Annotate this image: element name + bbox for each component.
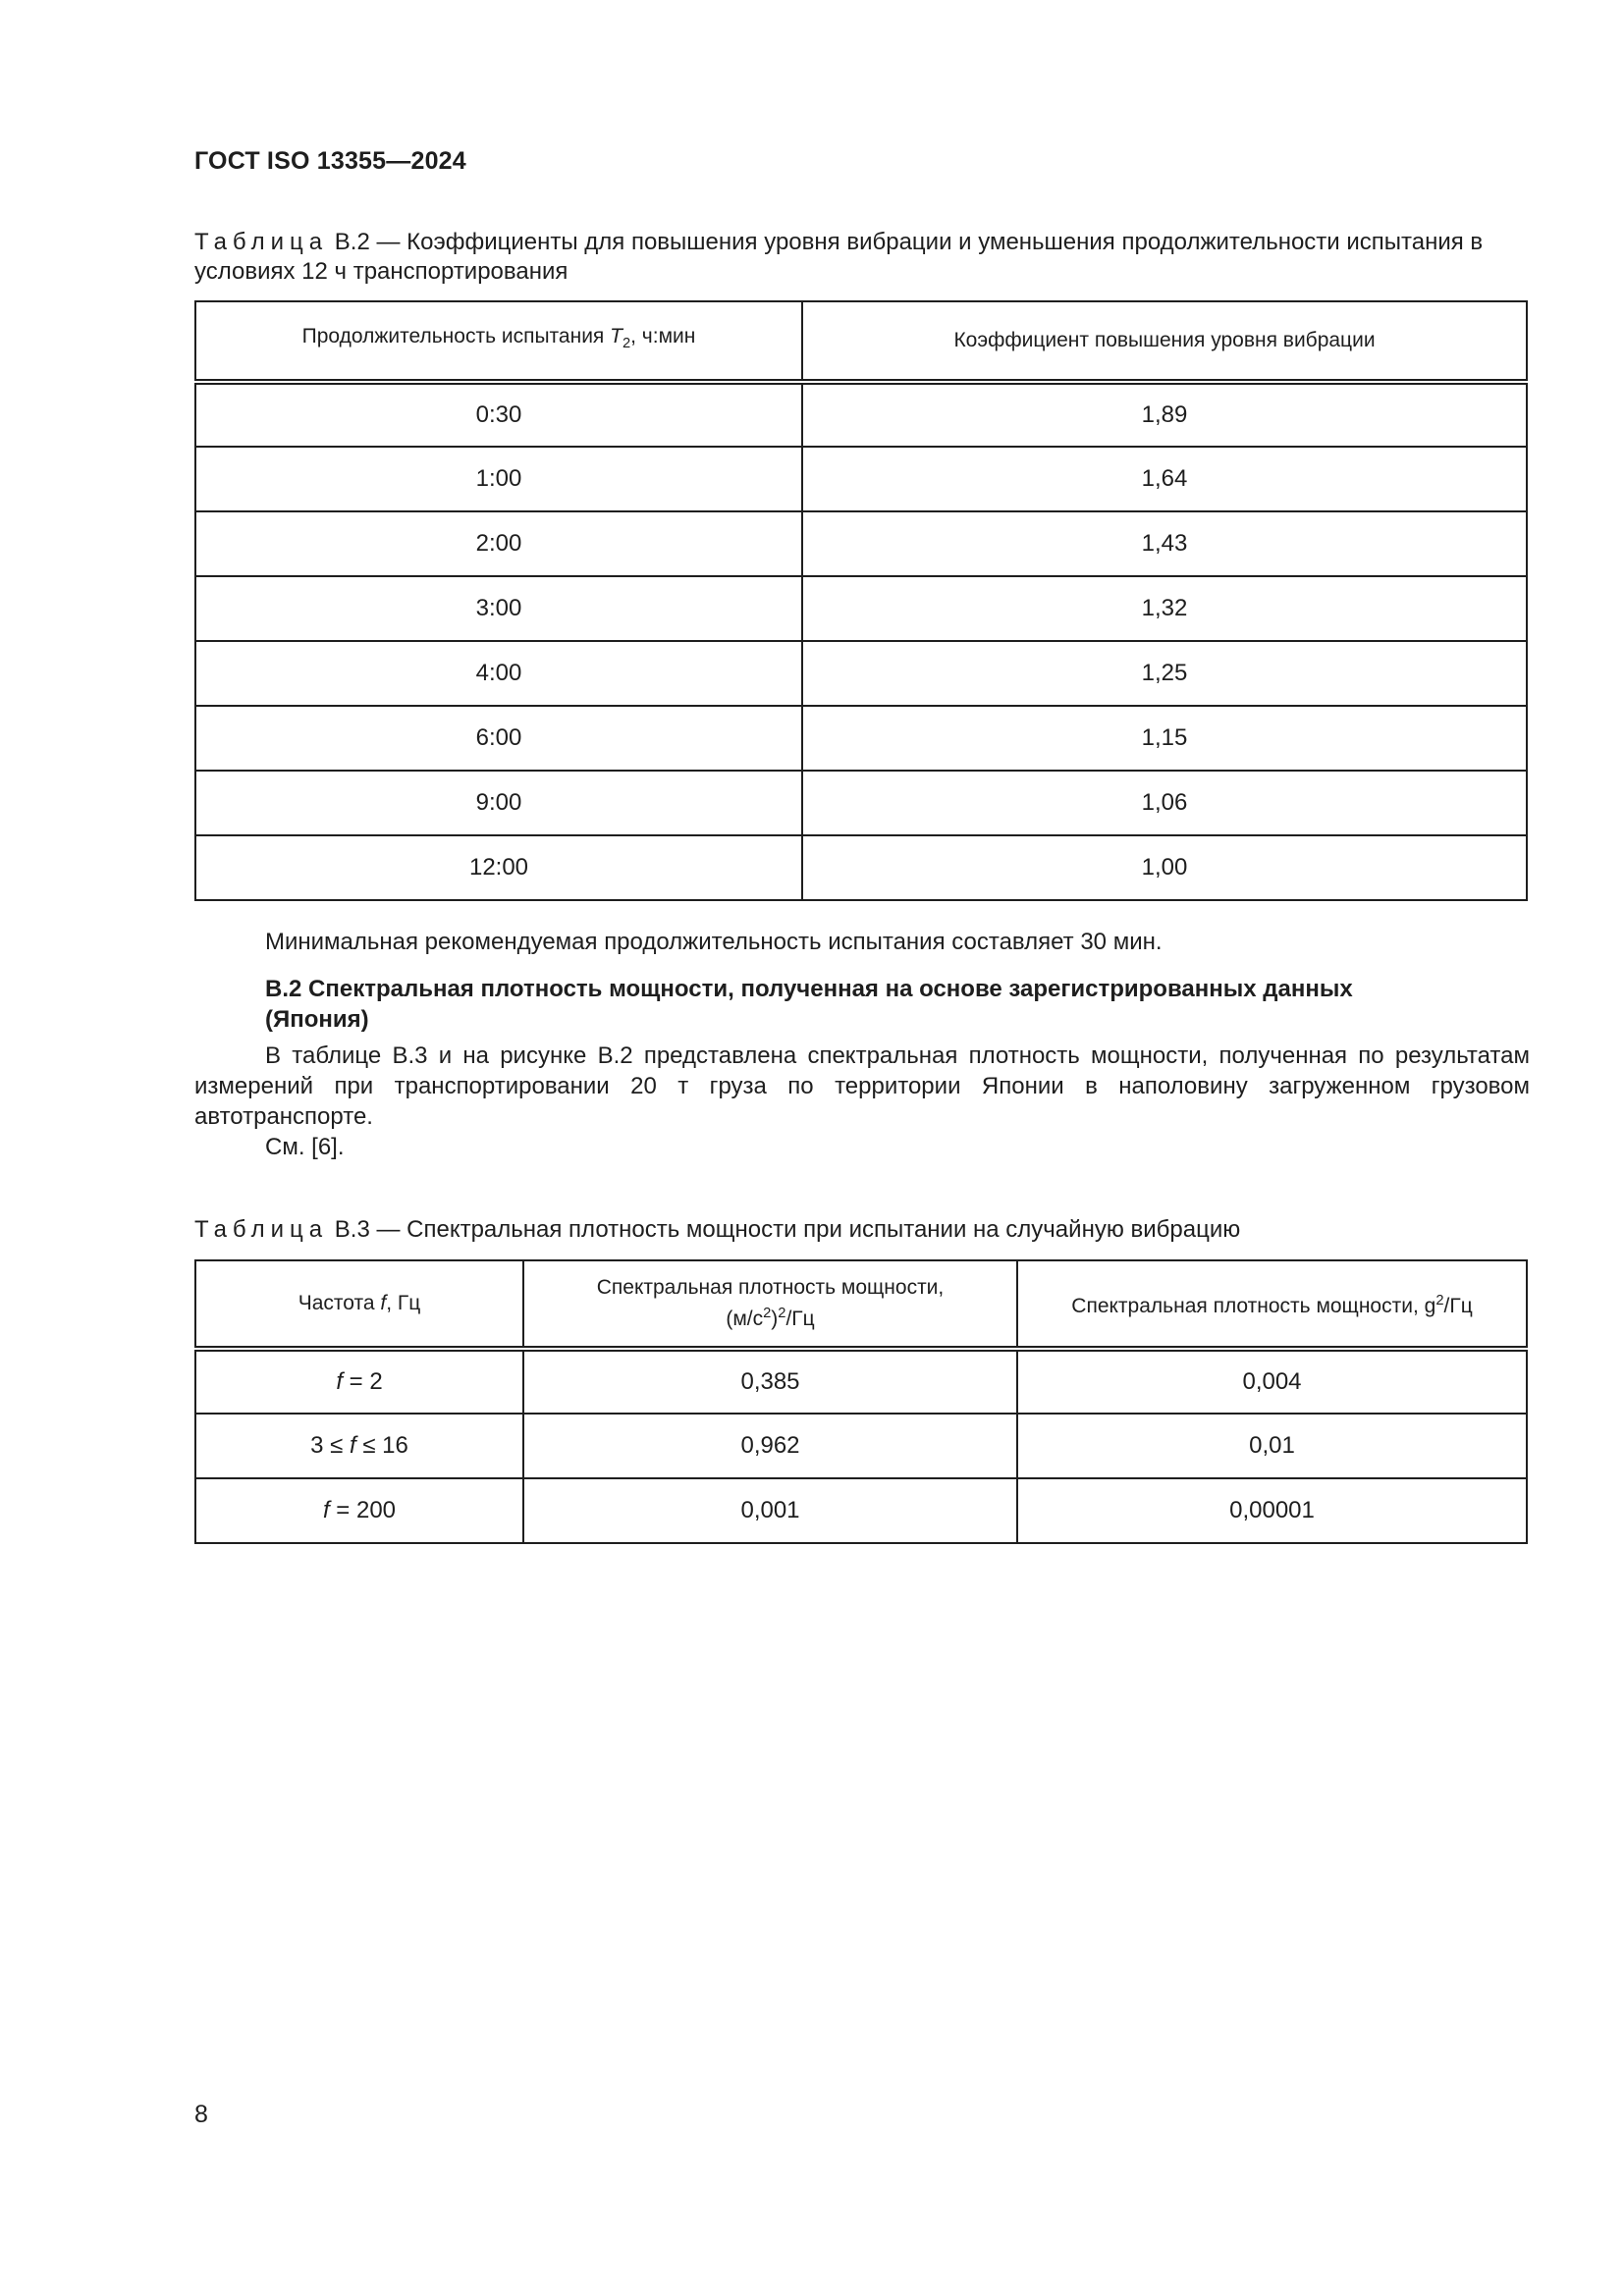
header-psd-ms2-sup1: 2 xyxy=(763,1306,772,1321)
cell-duration: 0:30 xyxy=(195,382,802,447)
cell-duration: 12:00 xyxy=(195,835,802,900)
cell-factor: 1,32 xyxy=(802,576,1527,641)
table-row xyxy=(195,641,1527,706)
cell-factor: 1,89 xyxy=(802,382,1527,447)
header-psd-ms2 xyxy=(523,1260,1017,1349)
header-duration-sub: 2 xyxy=(622,336,631,352)
table-row xyxy=(195,511,1527,576)
table-header-row xyxy=(195,301,1527,382)
section-b2-heading xyxy=(265,974,1443,1035)
section-b2-reference: См. [6]. xyxy=(265,1134,345,1160)
cell-duration: 1:00 xyxy=(195,447,802,511)
cell-frequency xyxy=(195,1414,523,1478)
cell-psd-g2: 0,01 xyxy=(1017,1414,1527,1478)
header-psd-ms2-line2 xyxy=(534,1301,1006,1332)
header-psd-g2 xyxy=(1017,1260,1527,1349)
header-frequency-unit: , Гц xyxy=(386,1292,421,1314)
header-duration-unit: , ч:мин xyxy=(630,325,696,348)
cell-duration: 3:00 xyxy=(195,576,802,641)
table-b2-caption xyxy=(194,228,1530,287)
cell-psd-g2: 0,004 xyxy=(1017,1349,1527,1414)
table-row xyxy=(195,835,1527,900)
table-b3 xyxy=(194,1259,1528,1544)
header-psd-ms2-unit-b: ) xyxy=(771,1308,779,1330)
page-number: 8 xyxy=(194,2101,208,2128)
table-header-row xyxy=(195,1260,1527,1349)
table-row xyxy=(195,1349,1527,1414)
cell-psd-ms2: 0,962 xyxy=(523,1414,1017,1478)
header-psd-g2-unit: /Гц xyxy=(1443,1295,1473,1317)
table-b2 xyxy=(194,300,1528,901)
header-frequency xyxy=(195,1260,523,1349)
cell-duration: 6:00 xyxy=(195,706,802,771)
header-psd-ms2-sup2: 2 xyxy=(778,1306,786,1321)
cell-frequency xyxy=(195,1478,523,1543)
header-factor: Коэффициент повышения уровня вибрации xyxy=(802,301,1527,382)
cell-factor: 1,06 xyxy=(802,771,1527,835)
header-duration xyxy=(195,301,802,382)
table-row xyxy=(195,576,1527,641)
freq-post: = 2 xyxy=(342,1368,383,1395)
header-frequency-text: Частота xyxy=(298,1292,381,1314)
header-duration-text: Продолжительность испытания xyxy=(301,325,611,348)
freq-post: = 200 xyxy=(329,1497,397,1523)
header-psd-ms2-unit-c: /Гц xyxy=(785,1308,815,1330)
header-duration-var: T xyxy=(610,325,623,348)
table-row xyxy=(195,706,1527,771)
document-standard-title: ГОСТ ISO 13355—2024 xyxy=(194,147,466,175)
table-row xyxy=(195,771,1527,835)
cell-psd-g2: 0,00001 xyxy=(1017,1478,1527,1543)
table-b3-label: Таблица xyxy=(194,1216,329,1243)
header-psd-ms2-line1: Спектральная плотность мощности, xyxy=(596,1276,945,1299)
cell-duration: 4:00 xyxy=(195,641,802,706)
freq-pre: 3 ≤ xyxy=(310,1432,350,1459)
cell-factor: 1,25 xyxy=(802,641,1527,706)
cell-psd-ms2: 0,001 xyxy=(523,1478,1017,1543)
freq-var: f xyxy=(336,1368,343,1395)
table-b3-caption xyxy=(194,1215,1530,1245)
section-b2-paragraph: В таблице В.3 и на рисунке В.2 представлена спектральная плотность мощности, полученная по результатам измерений при транспортировании 20 т груза по территории Японии в наполовину загруженном грузовом автотранспорте. xyxy=(194,1042,1530,1130)
table-b2-caption-text: В.2 — Коэффициенты для повышения уровня вибрации и уменьшения продолжительности испытания в условиях 12 ч транспортирования xyxy=(194,229,1484,285)
section-b2-heading-line1: В.2 Спектральная плотность мощности, полученная на основе зарегистрированных данных xyxy=(265,976,1353,1002)
cell-psd-ms2: 0,385 xyxy=(523,1349,1017,1414)
section-b2-body xyxy=(194,1041,1530,1162)
table-row xyxy=(195,382,1527,447)
min-duration-note xyxy=(194,927,1530,957)
cell-duration: 9:00 xyxy=(195,771,802,835)
freq-post: ≤ 16 xyxy=(355,1432,408,1459)
cell-factor: 1,64 xyxy=(802,447,1527,511)
freq-var: f xyxy=(349,1432,356,1459)
header-frequency-var: f xyxy=(380,1292,387,1314)
cell-frequency xyxy=(195,1349,523,1414)
cell-factor: 1,15 xyxy=(802,706,1527,771)
table-b3-caption-text: В.3 — Спектральная плотность мощности при испытании на случайную вибрацию xyxy=(334,1216,1241,1243)
table-row xyxy=(195,1414,1527,1478)
header-psd-ms2-unit-a: (м/с xyxy=(726,1308,764,1330)
min-duration-text: Минимальная рекомендуемая продолжительность испытания составляет 30 мин. xyxy=(265,929,1163,955)
cell-factor: 1,43 xyxy=(802,511,1527,576)
cell-duration: 2:00 xyxy=(195,511,802,576)
header-psd-g2-sup: 2 xyxy=(1435,1293,1444,1308)
table-row xyxy=(195,1478,1527,1543)
table-b2-label: Таблица xyxy=(194,229,329,255)
section-b2-heading-line2: (Япония) xyxy=(265,1006,369,1033)
cell-factor: 1,00 xyxy=(802,835,1527,900)
freq-var: f xyxy=(322,1497,330,1523)
header-psd-g2-text: Спектральная плотность мощности, g xyxy=(1071,1295,1436,1317)
table-row xyxy=(195,447,1527,511)
